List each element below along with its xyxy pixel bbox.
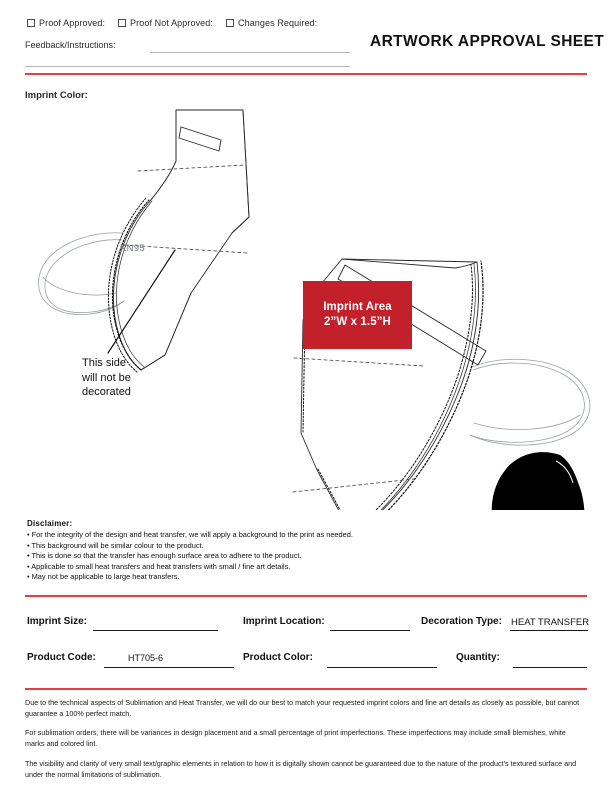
page-title: ARTWORK APPROVAL SHEET bbox=[370, 33, 605, 50]
feedback-label: Feedback/Instructions: bbox=[25, 40, 116, 50]
left-mask-leader-line bbox=[108, 250, 175, 353]
feedback-input-line-1[interactable] bbox=[150, 52, 350, 53]
side-note-line1: This side bbox=[82, 357, 127, 369]
decoration-type-label: Decoration Type: bbox=[421, 616, 502, 627]
disclaimer-item: • Applicable to small heat transfers and heat transfers with small / fine art details. bbox=[27, 561, 291, 571]
decoration-type-value: HEAT TRANSFER bbox=[511, 617, 590, 628]
product-code-input-line[interactable] bbox=[104, 667, 234, 668]
right-mask-pleat-upper bbox=[294, 358, 424, 366]
changes-required-group[interactable] bbox=[226, 18, 317, 28]
changes-required-label: Changes Required: bbox=[238, 18, 318, 28]
disclaimer-item: • This is done so that the transfer has enough surface area to adhere to the product. bbox=[27, 551, 302, 561]
footer-paragraph: Due to the technical aspects of Sublimation and Heat Transfer, we will do our best to match your requested imprint colors and fine art details as closely as possible, but cannot guarantee a 100% perfect match. bbox=[25, 698, 580, 719]
artwork-illustration bbox=[0, 105, 612, 510]
imprint-area-block bbox=[303, 281, 412, 349]
proof-not-approved-group[interactable] bbox=[118, 18, 213, 28]
disclaimer-item: • This background will be similar colour to the product. bbox=[27, 540, 204, 550]
proof-approved-checkbox[interactable] bbox=[27, 19, 35, 27]
proof-not-approved-label: Proof Not Approved: bbox=[130, 18, 213, 28]
proof-approved-label: Proof Approved: bbox=[39, 18, 106, 28]
decoration-type-underline bbox=[510, 630, 588, 631]
disclaimer-divider-red bbox=[25, 595, 587, 597]
feedback-row bbox=[25, 40, 355, 50]
disclaimer-title: Disclaimer: bbox=[27, 519, 73, 528]
person-wearing-mask-silhouette bbox=[479, 452, 596, 510]
left-mask-nose-strip bbox=[179, 127, 221, 151]
product-code-value: HT705-6 bbox=[128, 653, 164, 663]
side-note-line3: decorated bbox=[82, 386, 131, 399]
footer-divider-red bbox=[25, 688, 587, 690]
imprint-size-label: Imprint Size: bbox=[27, 616, 88, 627]
disclaimer-block bbox=[27, 518, 477, 583]
feedback-input-line-2[interactable] bbox=[25, 66, 350, 67]
right-mask-ear-loop bbox=[470, 359, 590, 445]
proof-approved-group[interactable] bbox=[27, 18, 105, 28]
imprint-size-input-line[interactable] bbox=[93, 630, 218, 631]
changes-required-checkbox[interactable] bbox=[226, 19, 234, 27]
kn95-product-label: KN95 bbox=[120, 243, 145, 254]
approval-checkbox-row bbox=[27, 18, 330, 28]
imprint-color-label: Imprint Color: bbox=[25, 90, 88, 101]
proof-not-approved-checkbox[interactable] bbox=[118, 19, 126, 27]
imprint-area-line1: Imprint Area bbox=[323, 301, 392, 314]
footer-paragraph: For sublimation orders, there will be variances in design placement and a small percentage of print imperfections. These imperfections may include small blemishes, white marks and colored lint. bbox=[25, 728, 566, 749]
product-color-label: Product Color: bbox=[243, 652, 313, 663]
side-note-line2: will not be bbox=[82, 371, 131, 384]
quantity-label: Quantity: bbox=[456, 652, 500, 663]
imprint-location-input-line[interactable] bbox=[330, 630, 410, 631]
side-not-decorated-note bbox=[82, 356, 131, 400]
disclaimer-list bbox=[27, 530, 477, 583]
disclaimer-item: • For the integrity of the design and heat transfer, we will apply a background to the print as needed. bbox=[27, 529, 353, 539]
product-code-label: Product Code: bbox=[27, 652, 96, 663]
left-mask-ear-loop bbox=[39, 233, 124, 315]
quantity-input-line[interactable] bbox=[513, 667, 587, 668]
imprint-area-line2: 2”W x 1.5”H bbox=[324, 316, 391, 328]
disclaimer-item: • May not be applicable to large heat transfers. bbox=[27, 572, 180, 582]
product-color-input-line[interactable] bbox=[327, 667, 437, 668]
imprint-location-label: Imprint Location: bbox=[243, 616, 325, 627]
footer-disclaimer-block bbox=[25, 697, 587, 780]
footer-paragraph: The visibility and clarity of very small text/graphic elements in relation to how it is digitally shown cannot be guaranteed due to the nature of the product's textured surface and under the normal limitations of sublimation. bbox=[25, 758, 577, 779]
right-mask-pleat-lower bbox=[293, 479, 414, 492]
left-mask-body bbox=[113, 110, 249, 370]
header-divider-red bbox=[25, 73, 587, 75]
